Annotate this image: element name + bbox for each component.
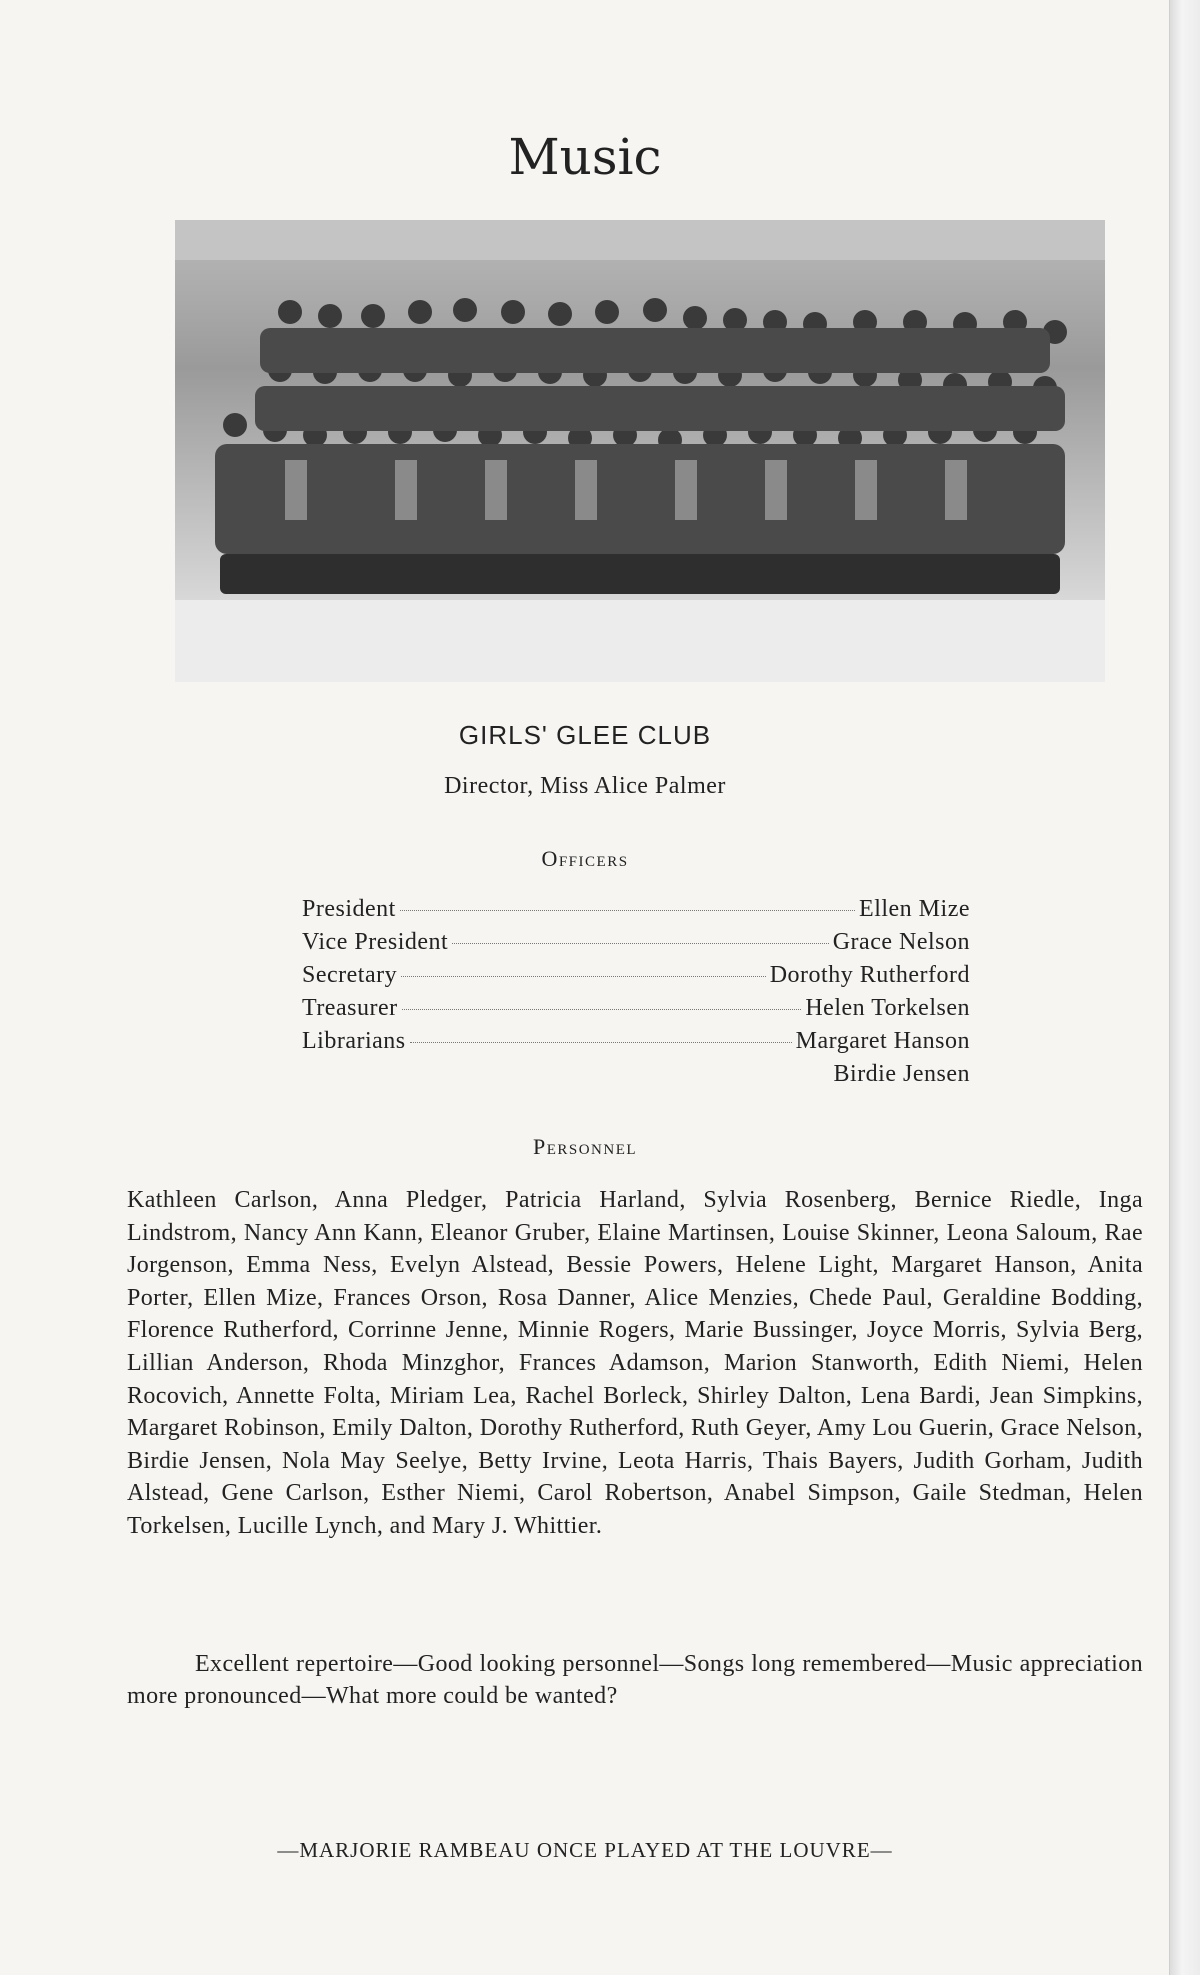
officer-name: Helen Torkelsen xyxy=(805,995,970,1021)
director-line: Director, Miss Alice Palmer xyxy=(444,773,726,799)
officer-row xyxy=(302,995,970,1028)
officer-extra-name: Birdie Jensen xyxy=(833,1061,970,1087)
officer-name: Dorothy Rutherford xyxy=(769,962,970,988)
officer-title: Secretary xyxy=(302,962,398,988)
officers-heading: Officers xyxy=(541,846,629,871)
page-edge xyxy=(1169,0,1200,1975)
dot-leader xyxy=(410,1042,792,1043)
personnel-list: Kathleen Carlson, Anna Pledger, Patricia Harland, Sylvia Rosenberg, Bernice Riedle, Inga Lindstrom, Nancy Ann Kann, Eleanor Gruber, Elaine Martinsen, Louise Skinner, Leona Saloum, Rae Jorgenson, Emma Ness, Evelyn Alstead, Bessie Powers, Helene Light, Margaret Hanson, Anita Porter, Ellen Mize, Frances Orson, Rosa Danner, Alice Menzies, Chede Paul, Geraldine Bodding, Florence Rutherford, Corrinne Jenne, Minnie Rogers, Marie Bussinger, Joyce Morris, Sylvia Berg, Lillian Anderson, Rhoda Minzghor, Frances Adamson, Marion Stanworth, Edith Niemi, Helen Rocovich, Annette Folta, Miriam Lea, Rachel Borleck, Shirley Dalton, Lena Bardi, Jean Simpkins, Margaret Robinson, Emily Dalton, Dorothy Rutherford, Ruth Geyer, Amy Lou Guerin, Grace Nelson, Birdie Jensen, Nola May Seelye, Betty Irvine, Leota Harris, Thais Bayers, Judith Gorham, Judith Alstead, Gene Carlson, Esther Niemi, Carol Robertson, Anabel Simpson, Gaile Stedman, Helen Torkelsen, Lucille Lynch, and Mary J. Whittier. xyxy=(127,1187,1144,1539)
officer-row xyxy=(302,896,970,929)
officer-title: President xyxy=(302,896,396,922)
personnel-heading: Personnel xyxy=(532,1134,638,1159)
dot-leader xyxy=(402,1009,802,1010)
dot-leader xyxy=(401,976,766,977)
page-title: Music xyxy=(508,128,662,186)
club-name: GIRLS' GLEE CLUB xyxy=(458,720,712,750)
dot-leader xyxy=(400,910,855,911)
officer-title: Librarians xyxy=(302,1028,406,1054)
officers-list xyxy=(302,896,970,1094)
officer-row xyxy=(302,962,970,995)
officer-name: Grace Nelson xyxy=(832,929,970,955)
officer-name: Margaret Hanson xyxy=(795,1028,970,1054)
glee-club-group-photo xyxy=(175,220,1105,682)
officer-title: Vice President xyxy=(302,929,449,955)
club-comment: Excellent repertoire—Good looking personnel—Songs long remembered—Music appreciation more pronounced—What more could be wanted? xyxy=(127,1651,1143,1709)
officer-title: Treasurer xyxy=(302,995,398,1021)
dot-leader xyxy=(452,943,829,944)
group-photo-icon xyxy=(175,220,1105,682)
officer-row xyxy=(302,1028,970,1061)
officer-row xyxy=(302,929,970,962)
officer-name: Ellen Mize xyxy=(859,896,970,922)
footer-quip: —MARJORIE RAMBEAU ONCE PLAYED AT THE LOUVRE— xyxy=(277,1838,893,1862)
